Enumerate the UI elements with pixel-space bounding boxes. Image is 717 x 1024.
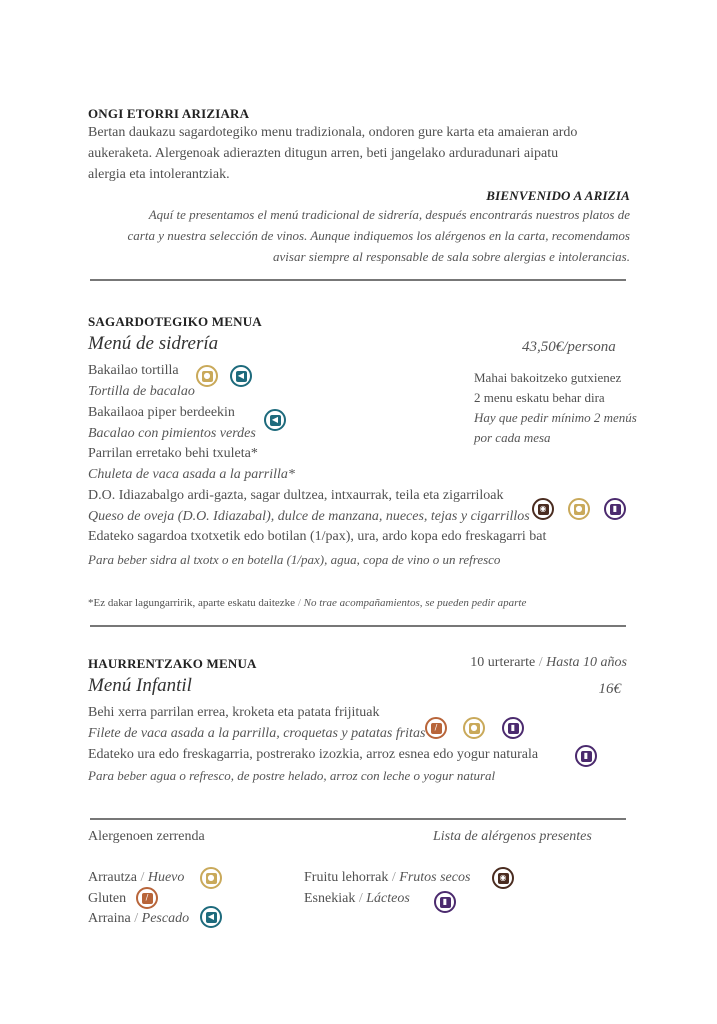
min-order-note-es-line2: por cada mesa [474,430,551,445]
dish-name-es: Tortilla de bacalao [88,384,195,399]
cider-menu-subtitle: Menú de sidrería [88,333,219,354]
allergen-name-es: Frutos secos [399,870,471,885]
allergen-name-eu: Arraina [88,911,131,926]
dish-name-es: Chuleta de vaca asada a la parrilla* [88,467,295,482]
allergen-entry-gluten: Gluten [88,891,127,906]
dish-name-eu: Behi xerra parrilan errea, kroketa eta patata frijituak [88,705,380,720]
separator: / [355,891,367,906]
drink-text-eu: Edateko sagardoa txotxetik edo botilan (1/pax), ura, ardo kopa edo freskagarri bat [88,529,547,544]
milk-allergen-icon: ▮ [434,891,456,913]
dish-name-eu: Parrilan erretako behi txuleta* [88,446,258,461]
dish-name-es: Queso de oveja (D.O. Idiazabal), dulce de manzana, nueces, tejas y cigarrillos [88,509,530,524]
intro-title-es: BIENVENIDO A ARIZIA [486,188,630,203]
allergen-name-es: Pescado [141,911,190,926]
allergen-entry-milk [304,891,410,907]
age-es: Hasta 10 años [546,655,627,670]
drink-text-es: Para beber agua o refresco, de postre helado, arroz con leche o yogur natural [88,768,496,783]
separator: / [388,870,400,885]
intro-text-es-line1: Aquí te presentamos el menú tradicional de sidrería, después encontrarás nuestros platos de [148,207,630,222]
dish-name-eu: Bakailaoa piper berdeekin [88,405,235,420]
dish-name-eu: D.O. Idiazabalgo ardi-gazta, sagar dultzea, intxaurrak, teila eta zigarriloak [88,488,504,503]
divider [90,818,626,820]
fish-allergen-icon: ◀ [264,409,286,431]
dish-name-es: Bacalao con pimientos verdes [88,426,256,441]
allergen-name-eu: Arrautza [88,870,137,885]
allergen-list-title-eu: Alergenoen zerrenda [88,829,205,844]
kids-menu-title: HAURRENTZAKO MENUA [88,656,257,671]
allergen-entry-egg [88,870,184,886]
min-order-note-eu-line2: 2 menu eskatu behar dira [474,390,605,405]
drink-text-es: Para beber sidra al txotx o en botella (1/pax), agua, copa de vino o un refresco [88,552,501,567]
gluten-allergen-icon: / [425,717,447,739]
allergen-name-eu: Esnekiak [304,891,356,906]
divider [90,625,626,627]
separator: / [136,870,148,885]
cider-menu-title: SAGARDOTEGIKO MENUA [88,314,262,329]
kids-menu-price: 16€ [598,681,621,697]
milk-allergen-icon: ▮ [502,717,524,739]
allergen-entry-fish [88,911,189,927]
intro-text-es-line2: carta y nuestra selección de vinos. Aunque indiquemos los alérgenos en la carta, recomendamos [127,228,630,243]
fish-allergen-icon: ◀ [200,906,222,928]
divider [90,279,626,281]
fish-allergen-icon: ◀ [230,365,252,387]
egg-allergen-icon: ● [196,365,218,387]
milk-allergen-icon: ▮ [604,498,626,520]
min-order-note-eu-line1: Mahai bakoitzeko gutxienez [474,370,622,385]
min-order-note-es-line1: Hay que pedir mínimo 2 menús [474,410,637,425]
nuts-allergen-icon: ◉ [532,498,554,520]
egg-allergen-icon: ● [200,867,222,889]
footnote-eu: *Ez dakar lagungarririk, aparte eskatu daitezke [88,597,296,609]
kids-menu-subtitle: Menú Infantil [88,675,192,696]
dish-name-eu: Bakailao tortilla [88,363,179,378]
cider-menu-price: 43,50€/persona [522,339,616,355]
intro-text-eu-line3: alergia eta intolerantziak. [88,167,230,182]
nuts-allergen-icon: ◉ [492,867,514,889]
egg-allergen-icon: ● [463,717,485,739]
intro-text-eu-line2: aukeraketa. Alergenoak adierazten ditugun arren, beti jangelako arduradunari aipatu [88,146,559,161]
separator: / [535,655,547,670]
separator: / [130,911,142,926]
dish-name-es: Filete de vaca asada a la parrilla, croquetas y patatas fritas [88,726,426,741]
separator: / [295,597,304,609]
age-eu: 10 urterarte [470,655,536,670]
footnote [88,597,526,609]
allergen-name-es: Lácteos [366,891,410,906]
footnote-es: No trae acompañamientos, se pueden pedir aparte [303,597,527,609]
egg-allergen-icon: ● [568,498,590,520]
drink-text-eu: Edateko ura edo freskagarria, postrerako izozkia, arroz esnea edo yogur naturala [88,747,539,762]
allergen-name-eu: Fruitu lehorrak [304,870,389,885]
allergen-list-title-es: Lista de alérgenos presentes [433,829,592,844]
intro-title-eu: ONGI ETORRI ARIZIARA [88,106,250,121]
intro-text-es-line3: avisar siempre al responsable de sala sobre alergias e intolerancias. [273,249,630,264]
milk-allergen-icon: ▮ [575,745,597,767]
kids-menu-age [470,655,627,671]
gluten-allergen-icon: / [136,887,158,909]
intro-text-eu-line1: Bertan daukazu sagardotegiko menu tradizionala, ondoren gure karta eta amaieran ardo [88,125,578,140]
allergen-entry-nuts [304,870,470,886]
allergen-name-es: Huevo [147,870,185,885]
